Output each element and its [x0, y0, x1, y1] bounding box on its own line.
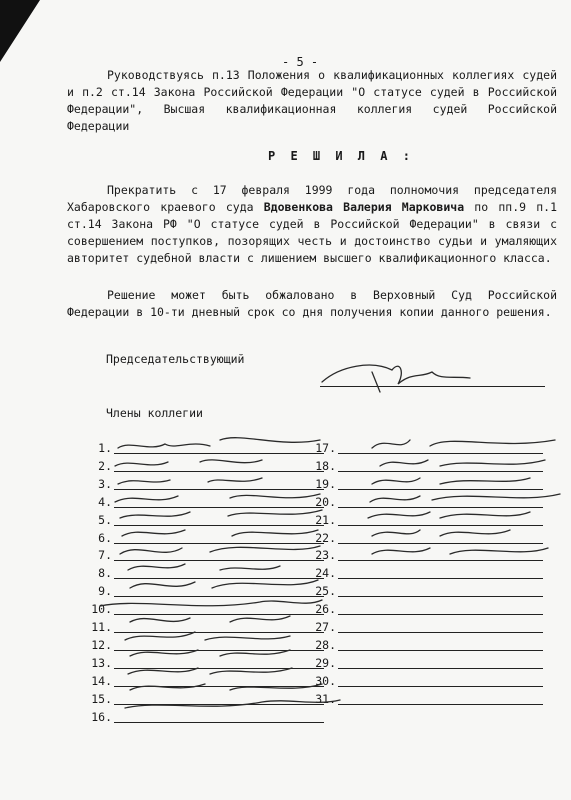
member-number: 30.	[315, 673, 336, 688]
chair-label: Председательствующий	[106, 352, 245, 366]
member-number: 18.	[315, 458, 336, 473]
member-number: 2.	[98, 458, 112, 473]
member-number: 17.	[315, 441, 336, 455]
member-number: 8.	[98, 566, 112, 581]
paragraph-appeal-text: Решение может быть обжаловано в Верховный Суд Российской Федерации в 10-ти дневный срок со дня получения копии данного решения.	[67, 288, 557, 319]
member-number: 24.	[315, 566, 336, 581]
page-number: - 5 -	[282, 55, 319, 69]
member-number: 29.	[315, 655, 336, 670]
decision-text-end: по пп.9 п.1 ст.14 Закона РФ "О статусе судей в Российской Федерации" в связи с совершением поступков, позорящих честь и достоинство судьи и умаляющих авторитет судебной власти с лишением высшего квалификационного класса.	[67, 200, 557, 265]
member-number: 12.	[91, 637, 112, 652]
member-number: 1.	[98, 441, 112, 455]
member-number: 7.	[98, 548, 112, 563]
member-number: 20.	[315, 494, 336, 509]
paragraph-legal-basis-text: Руководствуясь п.13 Положения о квалификационных коллегиях судей и п.2 ст.14 Закона Российской Федерации "О статусе судей в Российской Федерации", Высшая квалификационная коллегия судей Российской Федерации	[67, 68, 557, 133]
member-number: 15.	[91, 691, 112, 706]
member-number: 4.	[98, 494, 112, 509]
member-number: 11.	[91, 620, 112, 634]
member-number: 27.	[315, 620, 336, 634]
members-label: Члены коллегии	[106, 406, 203, 420]
decision-text-start: Прекратить с 17 февраля 1999 года полномочия председателя Хабаровского краевого суда	[67, 183, 557, 214]
member-number: 21.	[315, 512, 336, 527]
member-number: 25.	[315, 584, 336, 599]
member-number: 28.	[315, 637, 336, 652]
member-number: 19.	[315, 476, 336, 491]
judge-name: Вдовенкова Валерия Марковича	[263, 200, 465, 214]
decision-heading: Р Е Ш И Л А :	[268, 149, 414, 163]
member-number: 23.	[315, 548, 336, 563]
member-number: 26.	[315, 602, 336, 617]
member-number: 16.	[91, 709, 112, 724]
member-number: 5.	[98, 512, 112, 527]
member-number: 14.	[91, 673, 112, 688]
member-number: 6.	[98, 530, 112, 545]
member-number: 9.	[98, 584, 112, 599]
member-number: 22.	[315, 530, 336, 545]
member-number: 3.	[98, 476, 112, 491]
member-number: 13.	[91, 655, 112, 670]
member-number: 31.	[315, 691, 336, 706]
member-number: 10.	[91, 602, 112, 617]
